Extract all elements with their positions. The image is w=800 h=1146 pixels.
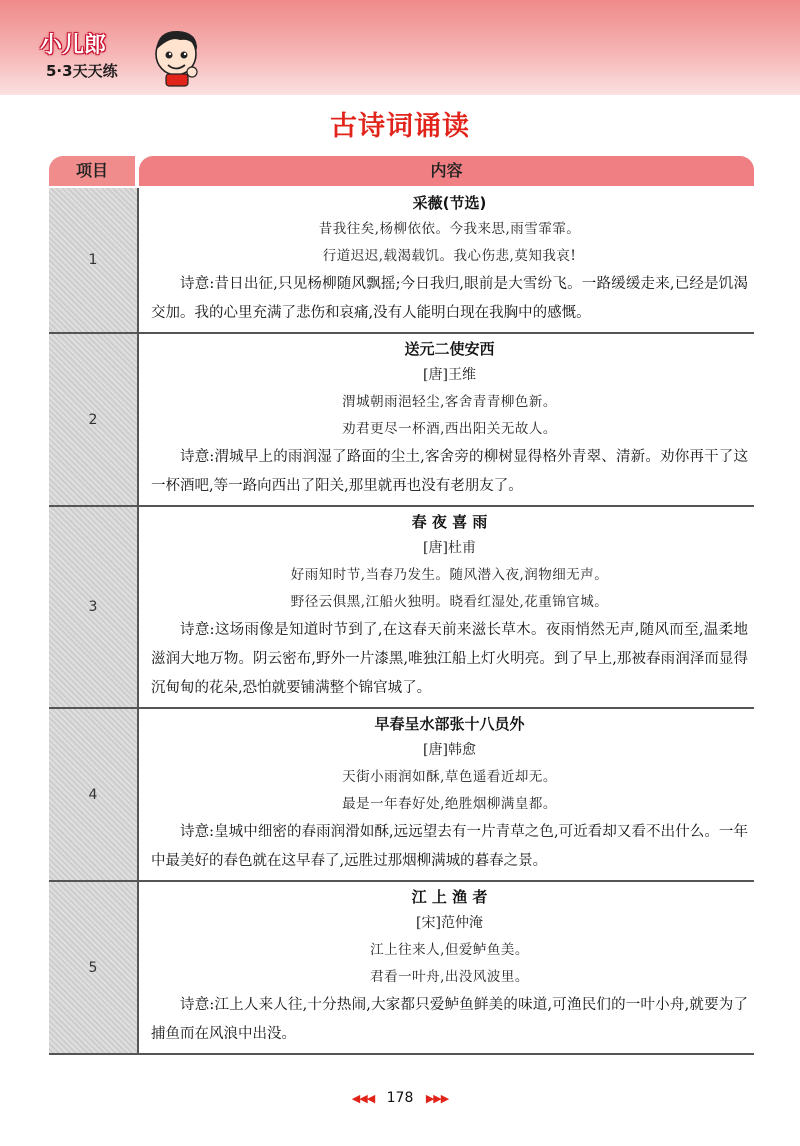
page-title: 古诗词诵读 [330,111,470,142]
table-row [49,334,754,507]
row-number: 1 [49,188,139,332]
table-row [49,709,754,882]
poem-line: 天街小雨润如酥,草色遥看近却无。 [342,769,557,785]
poem-author: [唐]韩愈 [423,742,476,758]
poem-title: 早春呈水部张十八员外 [374,715,525,733]
row-number: 3 [49,507,139,707]
poem-meaning: 诗意:渭城早上的雨润湿了路面的尘土,客舍旁的柳树显得格外青翠、清新。劝你再干了这一杯酒吧,等一路向西出了阳关,那里就再也没有老朋友了。 [151,449,748,494]
poem-meaning: 诗意:昔日出征,只见杨柳随风飘摇;今日我归,眼前是大雪纷飞。一路缓缓走来,已经是饥渴交加。我的心里充满了悲伤和哀痛,没有人能明白现在我胸中的感慨。 [151,276,748,321]
poem-line: 最是一年春好处,绝胜烟柳满皇都。 [342,796,557,812]
poem-author: [宋]范仲淹 [416,915,483,931]
brand-name: 小儿郎 [40,33,107,58]
row-number: 4 [49,709,139,880]
poem-meaning: 诗意:江上人来人往,十分热闹,大家都只爱鲈鱼鲜美的味道,可渔民们的一叶小舟,就要为了捕鱼而在风浪中出没。 [151,997,748,1042]
poem-author: [唐]王维 [423,367,476,383]
poem-line: 行道迟迟,载渴载饥。我心伤悲,莫知我哀! [322,248,577,264]
poem-title: 采薇(节选) [412,194,487,212]
poem-line: 江上往来人,但爱鲈鱼美。 [370,942,529,958]
poem-line: 君看一叶舟,出没风波里。 [370,969,529,985]
poem-table [49,156,754,1055]
header-content: 内容 [139,156,754,186]
mascot-boy-icon [148,24,204,88]
table-row [49,882,754,1055]
poem-meaning: 诗意:这场雨像是知道时节到了,在这春天前来滋长草木。夜雨悄然无声,随风而至,温柔地滋润大地万物。阴云密布,野外一片漆黑,唯独江船上灯火明亮。到了早上,那被春雨润泽而显得沉甸甸的花朵,恐怕就要铺满整个锦官城了。 [151,622,748,696]
row-content [139,882,754,1053]
poem-meaning: 诗意:皇城中细密的春雨润滑如酥,远远望去有一片青草之色,可近看却又看不出什么。一年中最美好的春色就在这早春了,远胜过那烟柳满城的暮春之景。 [151,824,748,869]
page-footer [0,1090,800,1106]
header-item: 项目 [49,156,135,186]
poem-line: 昔我往矣,杨柳依依。今我来思,雨雪霏霏。 [318,221,581,237]
page-number: 178 [386,1090,414,1106]
brand-logo [40,28,180,88]
row-number: 2 [49,334,139,505]
row-content [139,334,754,505]
left-arrows-icon: ◀◀◀ [351,1092,375,1105]
row-number: 5 [49,882,139,1053]
table-header [49,156,754,188]
poem-line: 好雨知时节,当春乃发生。随风潜入夜,润物细无声。 [290,567,609,583]
poem-title: 江 上 渔 者 [411,888,488,906]
brand-tagline: 5·3天天练 [46,62,118,80]
right-arrows-icon: ▶▶▶ [425,1092,449,1105]
table-row [49,507,754,709]
poem-line: 渭城朝雨浥轻尘,客舍青青柳色新。 [342,394,557,410]
table-row [49,188,754,334]
row-content [139,709,754,880]
row-content [139,507,754,707]
poem-line: 野径云俱黑,江船火独明。晓看红湿处,花重锦官城。 [290,594,609,610]
poem-title: 送元二使安西 [404,340,495,358]
poem-line: 劝君更尽一杯酒,西出阳关无故人。 [342,421,557,437]
poem-author: [唐]杜甫 [423,540,476,556]
row-content [139,188,754,332]
poem-title: 春 夜 喜 雨 [411,513,488,531]
